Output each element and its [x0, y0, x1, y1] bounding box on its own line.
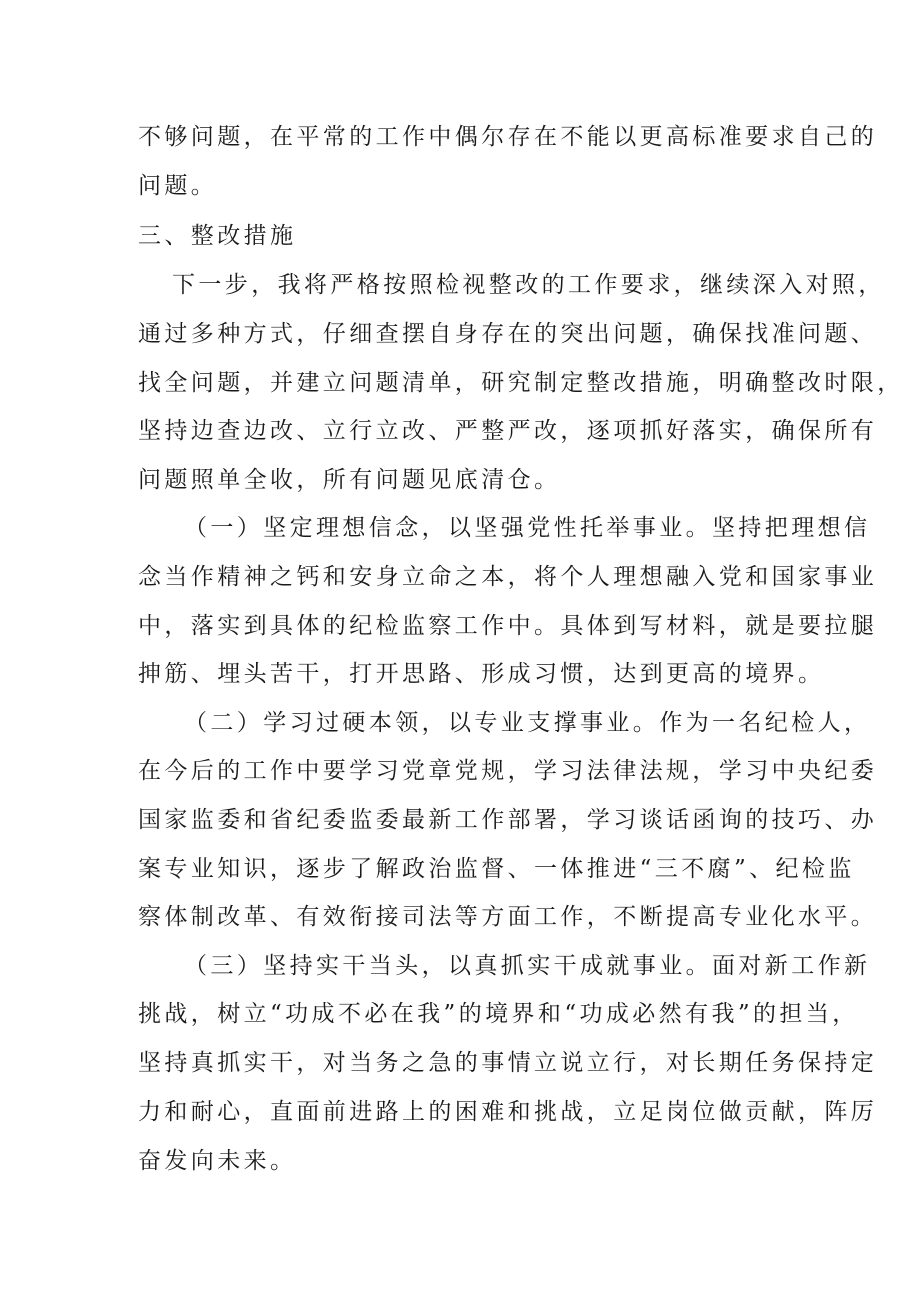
text-line: 找全问题，并建立问题清单，研究制定整改措施，明确整改时限，	[138, 370, 904, 396]
text-line: 念当作精神之钙和安身立命之本，将个人理想融入党和国家事业	[138, 564, 878, 590]
text-line: 通过多种方式，仔细查摆自身存在的突出问题，确保找准问题、	[138, 321, 878, 347]
text-line: 不够问题，在平常的工作中偶尔存在不能以更高标准要求自己的	[138, 124, 878, 150]
text-line: 下一步，我将严格按照检视整改的工作要求，继续深入对照，	[172, 272, 885, 298]
text-line: 力和耐心，直面前进路上的困难和挑战，立足岗位做贡献，阵厉	[138, 1099, 878, 1125]
text-line: 国家监委和省纪委监委最新工作部署，学习谈话函询的技巧、办	[138, 807, 878, 833]
text-line: 挑战，树立“功成不必在我”的境界和“功成必然有我”的担当，	[138, 1001, 859, 1027]
text-line: 坚持边查边改、立行立改、严整严改，逐项抓好落实，确保所有	[138, 418, 878, 444]
text-line: 察体制改革、有效衔接司法等方面工作，不断提高专业化水平。	[138, 904, 878, 930]
text-line: 抻筋、埋头苦干，打开思路、形成习惯，达到更高的境界。	[138, 661, 825, 687]
text-line: （一）坚定理想信念，以坚强党性托举事业。坚持把理想信	[184, 515, 871, 541]
text-line: 在今后的工作中要学习党章党规，学习法律法规，学习中央纪委	[138, 758, 878, 784]
text-line: 坚持真抓实干，对当务之急的事情立说立行，对长期任务保持定	[138, 1050, 878, 1076]
text-line: 中，落实到具体的纪检监察工作中。具体到写材料，就是要拉腿	[138, 613, 878, 639]
text-line: 问题。	[138, 173, 218, 199]
text-line: （二）学习过硬本领，以专业支撑事业。作为一名纪检人，	[184, 710, 871, 736]
text-line: 案专业知识，逐步了解政治监督、一体推进“三不腐”、纪检监	[138, 856, 855, 882]
text-line: （三）坚持实干当头，以真抓实干成就事业。面对新工作新	[184, 953, 871, 979]
section-heading: 三、整改措施	[138, 223, 297, 249]
text-line: 问题照单全收，所有问题见底清仓。	[138, 467, 561, 493]
text-line: 奋发向未来。	[138, 1148, 297, 1174]
